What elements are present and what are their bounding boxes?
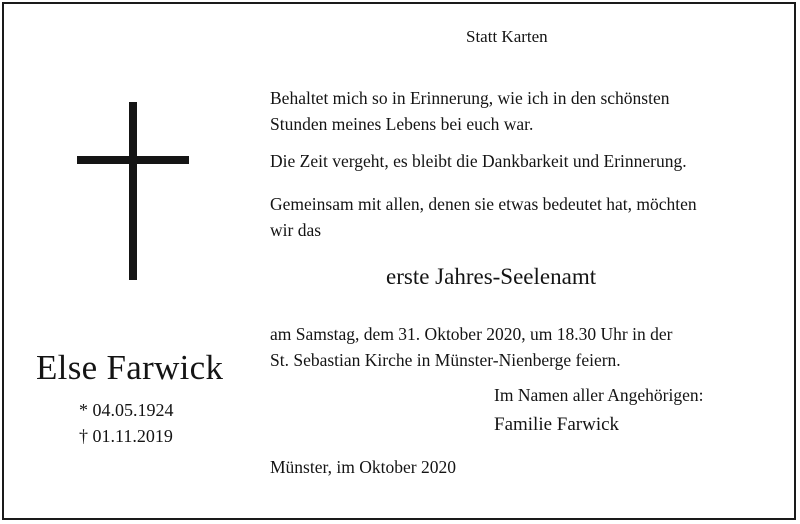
poem-paragraph	[270, 85, 670, 137]
deceased-name: Else Farwick	[36, 348, 224, 387]
poem-line-1: Behaltet mich so in Erinnerung, wie ich in den schönsten	[270, 88, 670, 108]
saying-paragraph: Die Zeit vergeht, es bleibt die Dankbarkeit und Erinnerung.	[270, 151, 687, 171]
cross-vertical-beam	[129, 102, 137, 280]
cross-icon	[77, 102, 189, 280]
statt-karten-header: Statt Karten	[466, 27, 548, 46]
event-details-line-1: am Samstag, dem 31. Oktober 2020, um 18.30 Uhr in der	[270, 324, 673, 344]
event-details-line-2: St. Sebastian Kirche in Münster-Nienberge feiern.	[270, 350, 621, 370]
cross-horizontal-beam	[77, 156, 189, 164]
event-details-paragraph	[270, 321, 672, 373]
invite-line-1: Gemeinsam mit allen, denen sie etwas bedeutet hat, möchten	[270, 194, 697, 214]
signature-family: Familie Farwick	[494, 414, 620, 435]
place-date: Münster, im Oktober 2020	[270, 457, 456, 477]
death-date: † 01.11.2019	[79, 426, 173, 446]
poem-line-2: Stunden meines Lebens bei euch war.	[270, 114, 534, 134]
invite-line-2: wir das	[270, 220, 322, 240]
birth-date: * 04.05.1924	[79, 400, 174, 420]
event-title: erste Jahres-Seelenamt	[386, 264, 597, 289]
signature-intro: Im Namen aller Angehörigen:	[494, 385, 704, 405]
invite-paragraph	[270, 191, 697, 243]
